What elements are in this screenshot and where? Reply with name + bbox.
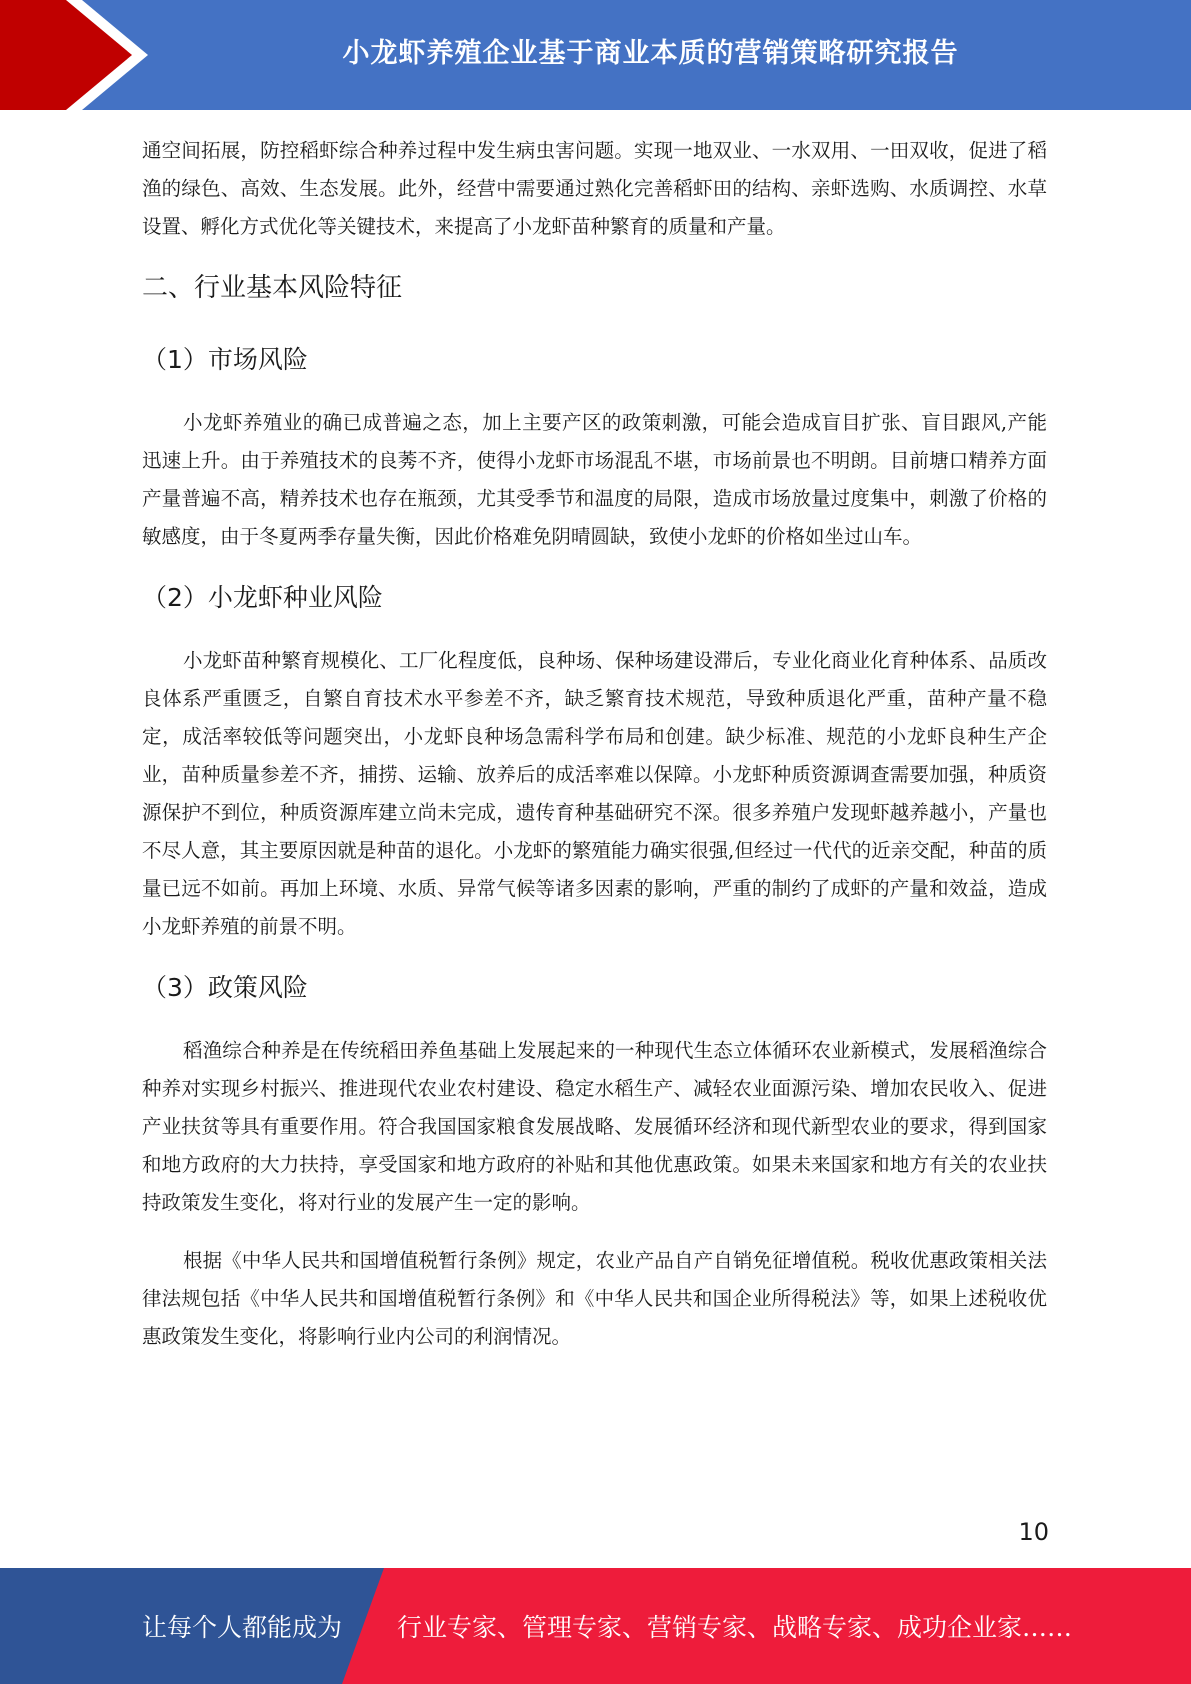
page-footer	[0, 1568, 1191, 1684]
page-header	[0, 0, 1191, 110]
subsection-title-seed-risk: （2）小龙虾种业风险	[142, 583, 383, 612]
page-content	[142, 132, 1047, 1356]
seed-risk-paragraph: 小龙虾苗种繁育规模化、工厂化程度低，良种场、保种场建设滞后，专业化商业化育种体系、品质改良体系严重匮乏，自繁自育技术水平参差不齐，缺乏繁育技术规范，导致种质退化严重，苗种产量不稳定，成活率较低等问题突出，小龙虾良种场急需科学布局和创建。缺少标准、规范的小龙虾良种生产企业，苗种质量参差不齐，捕捞、运输、放养后的成活率难以保障。小龙虾种质资源调查需要加强，种质资源保护不到位，种质资源库建立尚未完成，遗传育种基础研究不深。很多养殖户发现虾越养越小，产量也不尽人意，其主要原因就是种苗的退化。小龙虾的繁殖能力确实很强,但经过一代代的近亲交配，种苗的质量已远不如前。再加上环境、水质、异常气候等诸多因素的影响，严重的制约了成虾的产量和效益，造成小龙虾养殖的前景不明。	[142, 649, 1047, 938]
market-risk-paragraph: 小龙虾养殖业的确已成普遍之态，加上主要产区的政策刺激，可能会造成盲目扩张、盲目跟风,产能迅速上升。由于养殖技术的良莠不齐，使得小龙虾市场混乱不堪，市场前景也不明朗。目前塘口精养方面产量普遍不高，精养技术也存在瓶颈，尤其受季节和温度的局限，造成市场放量过度集中，刺激了价格的敏感度，由于冬夏两季存量失衡，因此价格难免阴晴圆缺，致使小龙虾的价格如坐过山车。	[142, 411, 1047, 548]
intro-paragraph: 通空间拓展，防控稻虾综合种养过程中发生病虫害问题。实现一地双业、一水双用、一田双收，促进了稻渔的绿色、高效、生态发展。此外，经营中需要通过熟化完善稻虾田的结构、亲虾选购、水质调控、水草设置、孵化方式优化等关键技术，来提高了小龙虾苗种繁育的质量和产量。	[142, 139, 1047, 238]
footer-slogan-right: 行业专家、管理专家、营销专家、战略专家、成功企业家……	[397, 1613, 1073, 1642]
policy-risk-paragraph-2: 根据《中华人民共和国增值税暂行条例》规定，农业产品自产自销免征增值税。税收优惠政策相关法律法规包括《中华人民共和国增值税暂行条例》和《中华人民共和国企业所得税法》等，如果上述税收优惠政策发生变化，将影响行业内公司的利润情况。	[142, 1249, 1047, 1348]
page-number: 10	[1018, 1518, 1049, 1546]
subsection-title-policy-risk: （3）政策风险	[142, 973, 308, 1002]
report-title: 小龙虾养殖企业基于商业本质的营销策略研究报告	[342, 37, 959, 69]
footer-slogan-left: 让每个人都能成为	[142, 1613, 343, 1642]
policy-risk-paragraph-1: 稻渔综合种养是在传统稻田养鱼基础上发展起来的一种现代生态立体循环农业新模式，发展稻渔综合种养对实现乡村振兴、推进现代农业农村建设、稳定水稻生产、减轻农业面源污染、增加农民收入、促进产业扶贫等具有重要作用。符合我国国家粮食发展战略、发展循环经济和现代新型农业的要求，得到国家和地方政府的大力扶持，享受国家和地方政府的补贴和其他优惠政策。如果未来国家和地方有关的农业扶持政策发生变化，将对行业的发展产生一定的影响。	[142, 1039, 1047, 1214]
subsection-title-market-risk: （1）市场风险	[142, 345, 308, 374]
section-title: 二、行业基本风险特征	[142, 273, 403, 303]
